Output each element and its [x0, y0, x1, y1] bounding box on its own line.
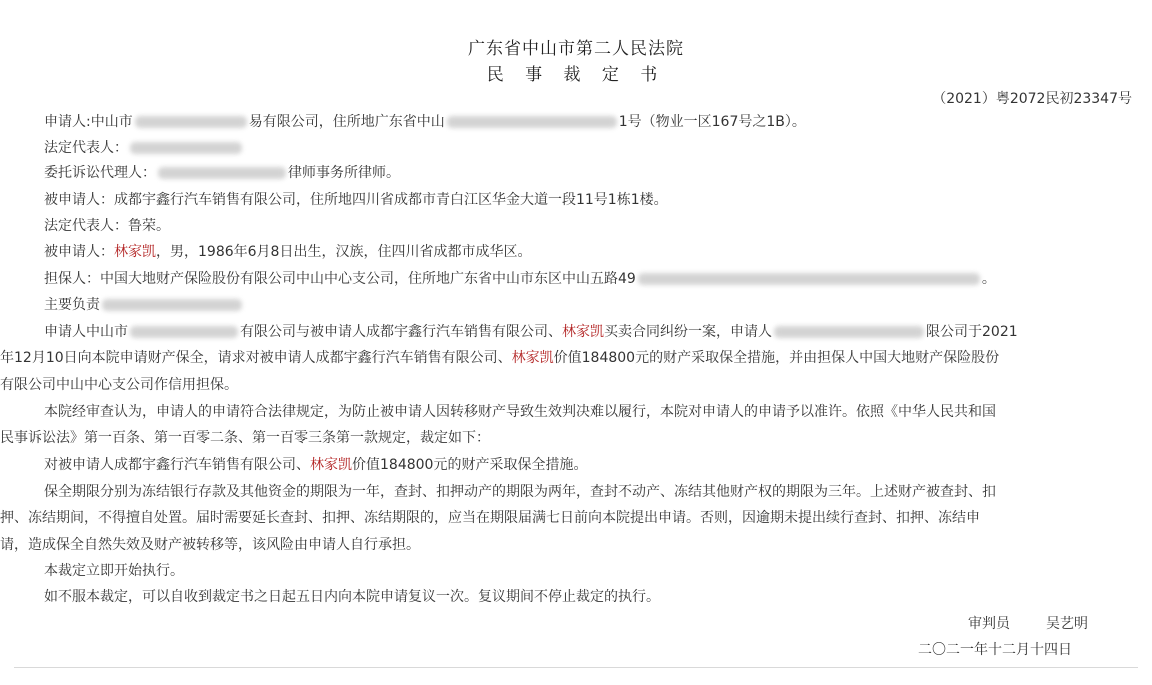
body-line: 押、冻结期间，不得擅自处置。届时需要延长查封、扣押、冻结期限的，应当在期限届满七日前向本院提出申请。否则，因逾期未提出续行查封、扣押、冻结申	[0, 510, 980, 526]
guarantor-line: 担保人：中国大地财产保险股份有限公司中山中心支公司，住所地广东省中山市东区中山五路49 。	[44, 271, 996, 287]
applicant-rep-line: 法定代表人：	[44, 137, 244, 159]
ruling-line: 对被申请人成都宇鑫行汽车销售有限公司、林家凯价值184800元的财产采取保全措施。	[44, 457, 588, 473]
redacted-text	[774, 326, 924, 338]
redacted-text	[447, 116, 617, 128]
guarantor-head-line: 主要负责	[44, 294, 244, 316]
body-line: 民事诉讼法》第一百条、第一百零二条、第一百零三条第一款规定，裁定如下：	[0, 430, 490, 446]
body-line: 如不服本裁定，可以自收到裁定书之日起五日内向本院申请复议一次。复议期间不停止裁定的执行。	[44, 589, 660, 605]
agent-line: 委托诉讼代理人： 律师事务所律师。	[44, 165, 400, 181]
body-line: 本院经审查认为，申请人的申请符合法律规定，为防止被申请人因转移财产导致生效判决难以履行，本院对申请人的申请予以准许。依照《中华人民共和国	[44, 404, 996, 420]
divider	[14, 667, 1138, 668]
respondent1-line: 被申请人：成都宇鑫行汽车销售有限公司，住所地四川省成都市青白江区华金大道一段11号1栋1楼。	[44, 192, 668, 208]
redacted-text	[130, 326, 238, 338]
body-line: 申请人中山市 有限公司与被申请人成都宇鑫行汽车销售有限公司、林家凯买卖合同纠纷一案，申请人 限公司于2021	[44, 324, 1018, 340]
redacted-text	[130, 142, 242, 154]
body-line: 请，造成保全自然失效及财产被转移等，该风险由申请人自行承担。	[0, 537, 420, 553]
body-line: 有限公司中山中心支公司作信用担保。	[0, 377, 238, 393]
judge-name: 吴艺明	[1046, 616, 1088, 632]
applicant-line: 申请人:中山市 易有限公司，住所地广东省中山 1号（物业一区167号之1B）。	[44, 114, 806, 130]
respondent1-rep-line: 法定代表人：鲁荣。	[44, 218, 170, 234]
respondent-name: 林家凯	[562, 324, 604, 340]
judge-role: 审判员	[968, 616, 1010, 632]
document-type: 民 事 裁 定 书	[486, 65, 666, 85]
redacted-text	[102, 299, 242, 311]
respondent-name: 林家凯	[310, 457, 352, 473]
redacted-text	[158, 167, 286, 179]
respondent-name: 林家凯	[114, 244, 156, 260]
body-line: 年12月10日向本院申请财产保全，请求对被申请人成都宇鑫行汽车销售有限公司、林家凯价值184800元的财产采取保全措施，并由担保人中国大地财产保险股份	[0, 350, 1000, 366]
ruling-date: 二〇二一年十二月十四日	[918, 642, 1072, 658]
body-line: 本裁定立即开始执行。	[44, 563, 184, 579]
redacted-text	[135, 116, 247, 128]
respondent2-line: 被申请人：林家凯，男，1986年6月8日出生，汉族，住四川省成都市成华区。	[44, 244, 532, 260]
case-number: （2021）粤2072民初23347号	[932, 91, 1132, 107]
respondent-name: 林家凯	[511, 350, 554, 366]
redacted-text	[638, 273, 980, 285]
body-line: 保全期限分别为冻结银行存款及其他资金的期限为一年，查封、扣押动产的期限为两年，查封不动产、冻结其他财产权的期限为三年。上述财产被查封、扣	[44, 484, 996, 500]
court-name: 广东省中山市第二人民法院	[468, 39, 684, 59]
